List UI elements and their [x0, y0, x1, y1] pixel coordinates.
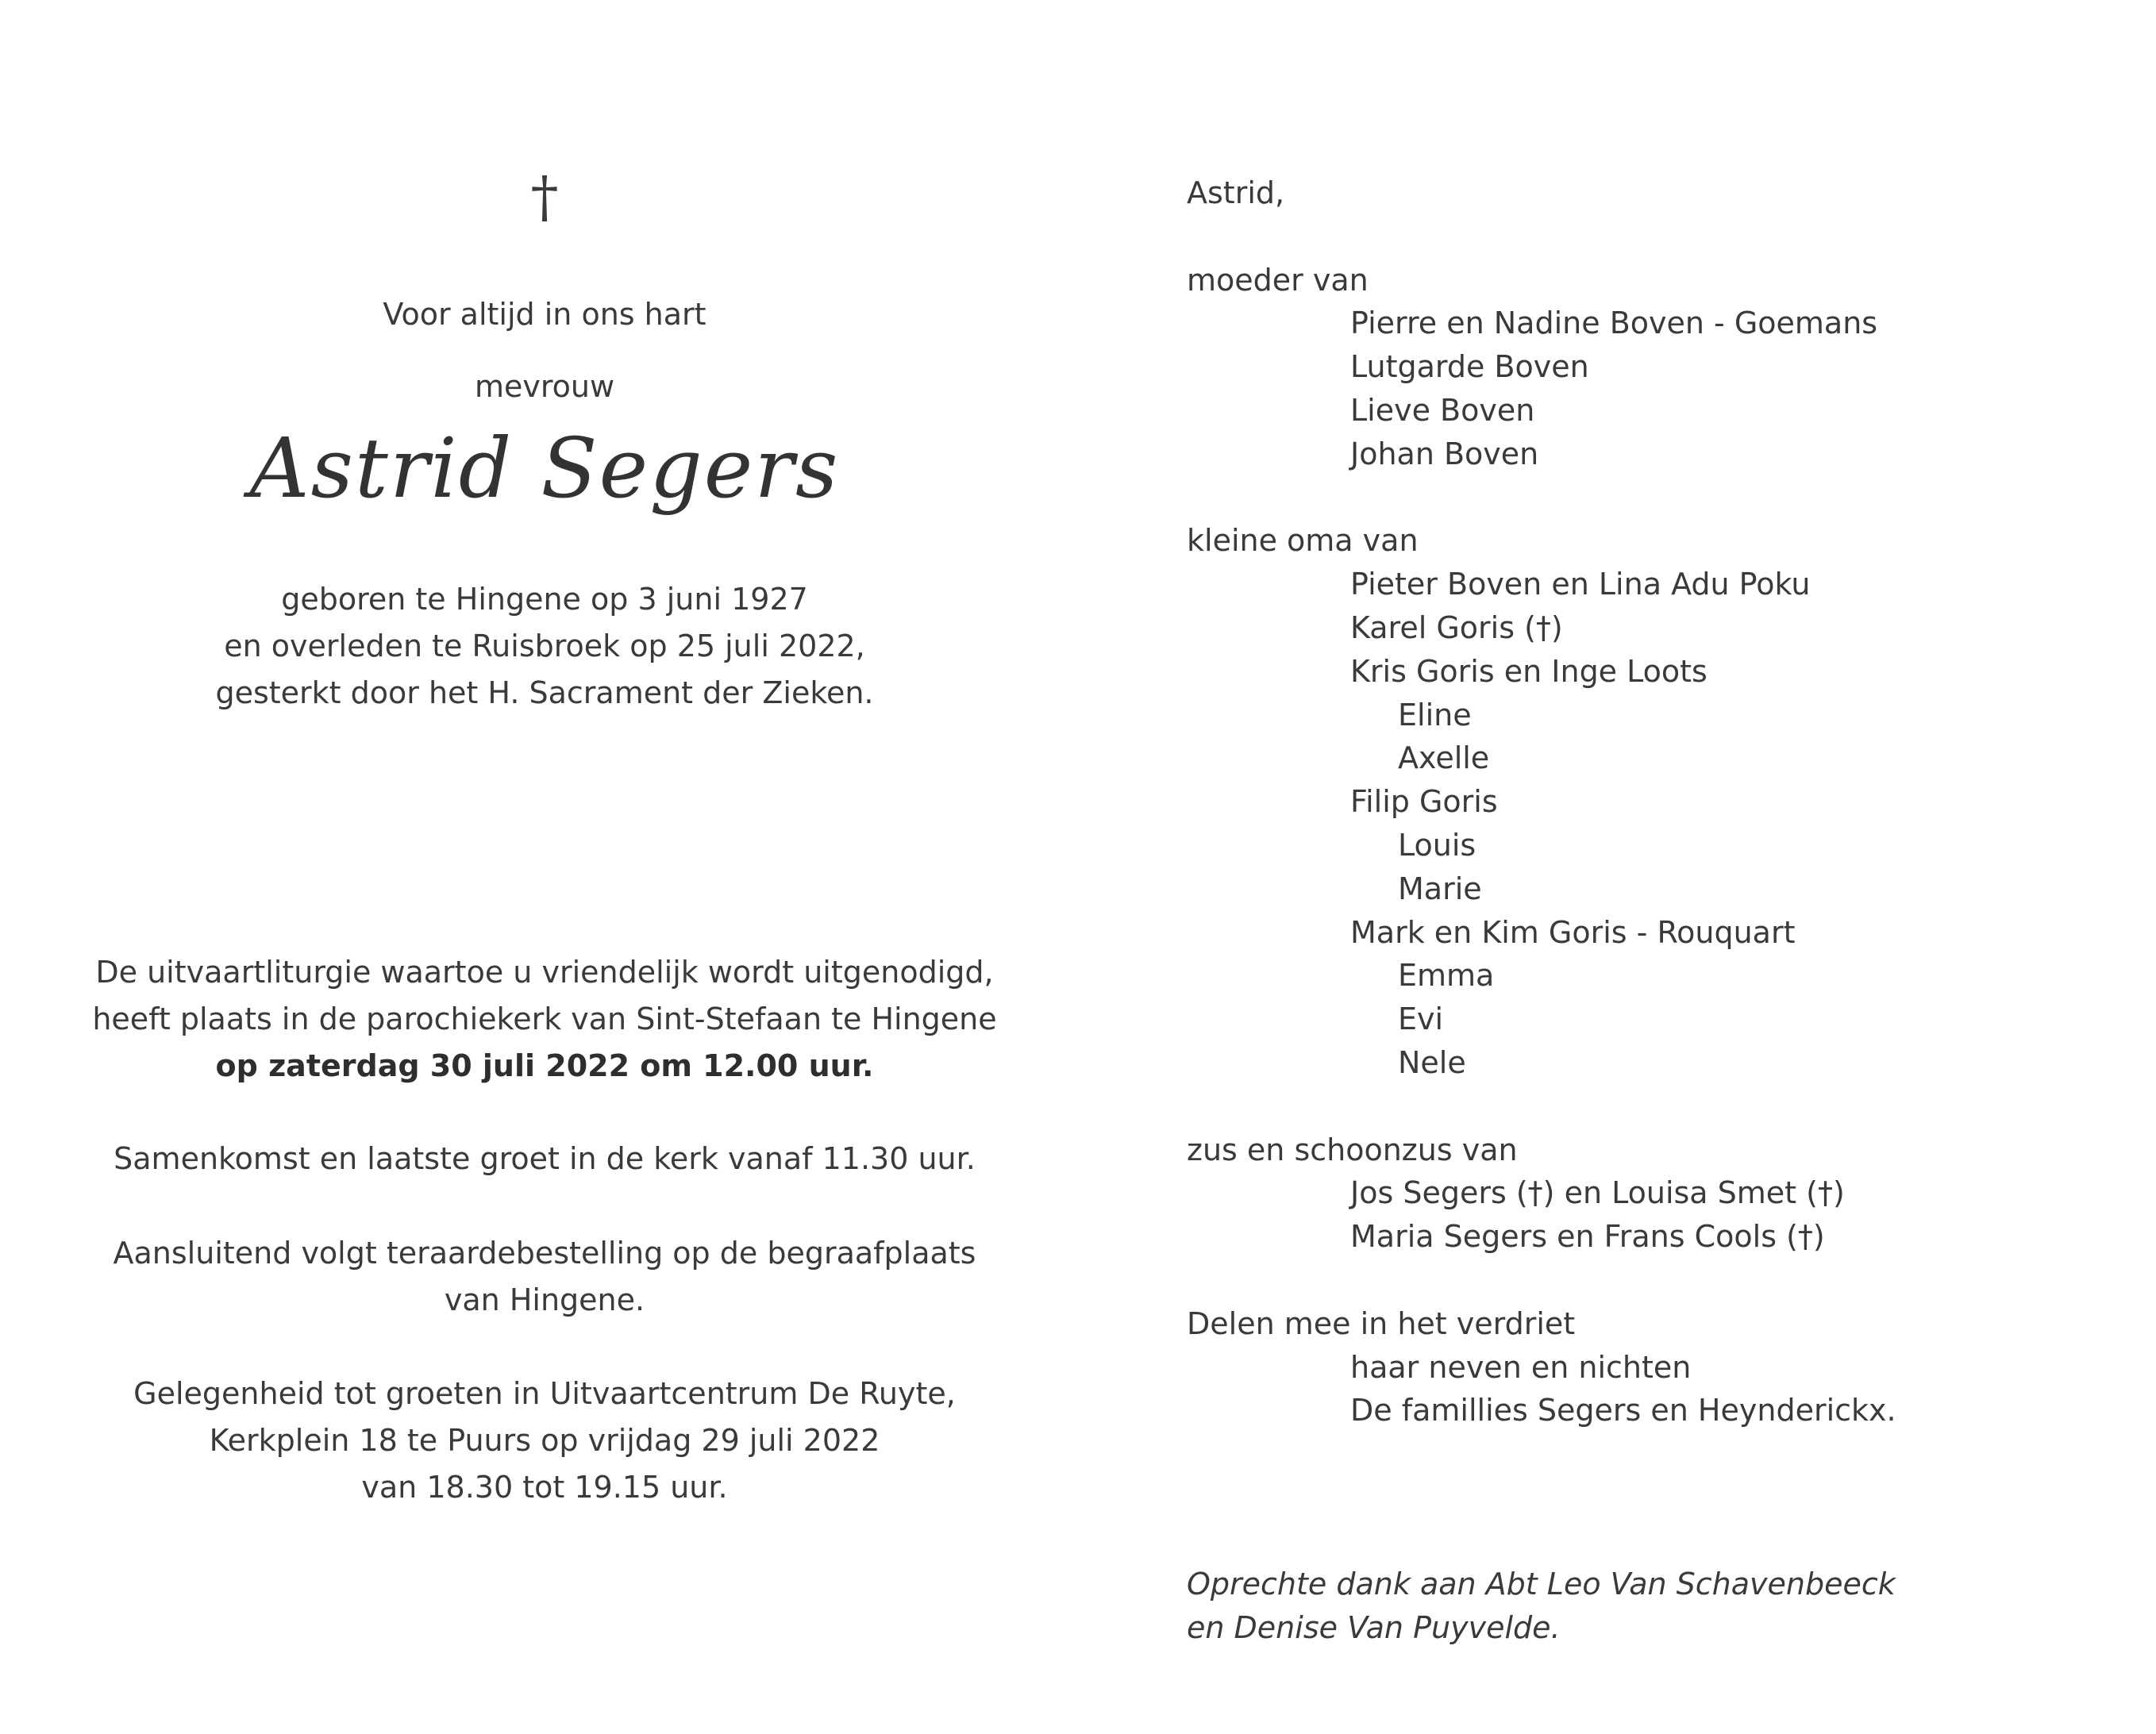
- mother-heading: moeder van: [1187, 262, 1369, 298]
- sacrament-line: gesterkt door het H. Sacrament der Zieken.: [215, 675, 874, 710]
- heading: Voor altijd in ons hart: [383, 297, 706, 332]
- liturgy-date: op zaterdag 30 juli 2022 om 12.00 uur.: [215, 1048, 874, 1083]
- child-item: Pierre en Nadine Boven - Goemans: [1350, 306, 1878, 341]
- share-item: De famillies Segers en Heynderickx.: [1350, 1393, 1896, 1428]
- great-grandchild-item: Marie: [1398, 871, 1482, 906]
- child-item: Lieve Boven: [1350, 392, 1535, 428]
- right-panel: [1187, 171, 2100, 1650]
- grandchild-item: Karel Goris (†): [1350, 609, 1563, 645]
- sibling-item: Maria Segers en Frans Cools (†): [1350, 1219, 1825, 1255]
- gathering-line: Samenkomst en laatste groet in de kerk vanaf 11.30 uur.: [114, 1141, 976, 1176]
- burial-line: van Hingene.: [444, 1282, 645, 1317]
- great-grandchild-item: Axelle: [1398, 740, 1490, 776]
- salutation: Astrid,: [1187, 175, 1285, 210]
- birth-line: geboren te Hingene op 3 juni 1927: [281, 582, 808, 617]
- title: mevrouw: [474, 369, 615, 404]
- thanks-line: en Denise Van Puyvelde.: [1187, 1609, 1561, 1645]
- cross-icon: †: [530, 164, 559, 229]
- liturgy-line: De uitvaartliturgie waartoe u vriendelijk wordt uitgenodigd,: [95, 955, 994, 990]
- greatgrandma-heading: kleine oma van: [1187, 523, 1419, 559]
- great-grandchild-item: Emma: [1398, 958, 1495, 994]
- grandchild-item: Kris Goris en Inge Loots: [1350, 653, 1707, 689]
- share-item: haar neven en nichten: [1350, 1349, 1692, 1385]
- share-heading: Delen mee in het verdriet: [1187, 1305, 1576, 1341]
- child-item: Lutgarde Boven: [1350, 349, 1589, 385]
- deceased-name: Astrid Segers: [249, 420, 840, 517]
- burial-line: Aansluitend volgt teraardebestelling op de begraafplaats: [113, 1236, 976, 1271]
- grandchild-item: Filip Goris: [1350, 784, 1498, 820]
- sibling-item: Jos Segers (†) en Louisa Smet (†): [1350, 1175, 1845, 1211]
- child-item: Johan Boven: [1350, 436, 1539, 471]
- visitation-line: Gelegenheid tot groeten in Uitvaartcentrum De Ruyte,: [133, 1376, 956, 1411]
- great-grandchild-item: Louis: [1398, 827, 1476, 863]
- liturgy-line: heeft plaats in de parochiekerk van Sint-Stefaan te Hingene: [92, 1002, 997, 1036]
- sister-heading: zus en schoonzus van: [1187, 1132, 1518, 1167]
- thanks-line: Oprechte dank aan Abt Leo Van Schavenbeeck: [1187, 1567, 1896, 1602]
- great-grandchild-item: Nele: [1398, 1044, 1466, 1080]
- great-grandchild-item: Evi: [1398, 1002, 1444, 1037]
- grandchild-item: Pieter Boven en Lina Adu Poku: [1350, 567, 1811, 602]
- visitation-line: van 18.30 tot 19.15 uur.: [361, 1470, 728, 1505]
- visitation-line: Kerkplein 18 te Puurs op vrijdag 29 juli 2022: [209, 1423, 880, 1458]
- grandchild-item: Mark en Kim Goris - Rouquart: [1350, 914, 1796, 950]
- death-line: en overleden te Ruisbroek op 25 juli 2022,: [224, 629, 865, 663]
- great-grandchild-item: Eline: [1398, 697, 1472, 732]
